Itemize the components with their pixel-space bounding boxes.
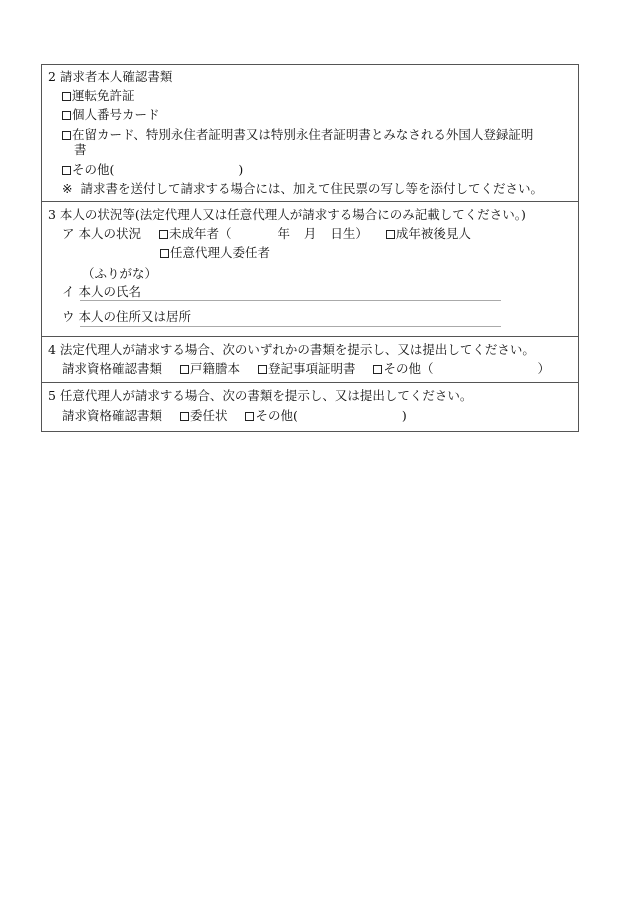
voluntary-rep-other-open: その他( (255, 408, 298, 423)
my-number-card-label: 個人番号カード (72, 107, 160, 122)
voluntary-rep-documents-row (62, 408, 407, 424)
section-3-title: 3 本人の状況等(法定代理人又は任意代理人が請求する場合にのみ記載してください。) (48, 207, 526, 222)
section-2-note (62, 181, 543, 197)
section-2-title: 2 請求者本人確認書類 (48, 69, 173, 84)
family-register-checkbox[interactable] (180, 365, 189, 374)
principal-status-label: ア 本人の状況 (62, 226, 141, 241)
principal-status-row (62, 226, 471, 242)
minor-label: 未成年者（ (168, 226, 232, 241)
principal-address-label: ウ 本人の住所又は居所 (62, 309, 191, 324)
option-residence-card[interactable] (62, 127, 533, 143)
residence-card-label-wrap: 書 (74, 142, 87, 157)
legal-rep-documents-row (62, 361, 550, 377)
option-drivers-license[interactable] (62, 88, 135, 104)
legal-rep-other-open: その他（ (383, 361, 434, 376)
birth-year-label: 年 (277, 226, 290, 241)
furigana-label: （ふりがな） (82, 266, 158, 281)
proxy-principal-label: 任意代理人委任者 (170, 245, 271, 260)
power-of-attorney-checkbox[interactable] (180, 412, 189, 421)
proxy-principal-checkbox[interactable] (160, 249, 169, 258)
voluntary-rep-other-checkbox[interactable] (245, 412, 254, 421)
note-text: 請求書を送付して請求する場合には、加えて住民票の写し等を添付してください。 (80, 181, 543, 196)
registry-certificate-checkbox[interactable] (258, 365, 267, 374)
section-4-legal-representative (42, 337, 578, 383)
principal-name-field[interactable] (80, 300, 501, 301)
birth-day-label: 日生） (330, 226, 368, 241)
power-of-attorney-label: 委任状 (189, 408, 228, 423)
residence-card-checkbox[interactable] (62, 131, 71, 140)
legal-rep-documents-label: 請求資格確認書類 (62, 361, 163, 376)
section-2-identity-documents (42, 65, 578, 202)
legal-rep-other-checkbox[interactable] (373, 365, 382, 374)
adult-ward-checkbox[interactable] (386, 230, 395, 239)
principal-address-field[interactable] (80, 326, 501, 327)
birth-month-label: 月 (303, 226, 317, 241)
section-4-title: 4 法定代理人が請求する場合、次のいずれかの書類を提示し、又は提出してください。 (48, 342, 535, 357)
residence-card-label: 在留カード、特別永住者証明書又は特別永住者証明書とみなされる外国人登録証明 (72, 127, 534, 142)
other-identity-close: ) (238, 162, 244, 177)
section-3-principal-status (42, 202, 578, 337)
other-identity-open: その他( (72, 162, 115, 177)
adult-ward-label: 成年被後見人 (395, 226, 471, 241)
my-number-card-checkbox[interactable] (62, 111, 71, 120)
section-5-voluntary-representative (42, 383, 578, 431)
option-my-number-card[interactable] (62, 107, 160, 123)
registry-certificate-label: 登記事項証明書 (267, 361, 356, 376)
option-proxy-principal[interactable] (160, 245, 270, 261)
note-mark: ※ (62, 181, 73, 196)
section-5-title: 5 任意代理人が請求する場合、次の書類を提示し、又は提出してください。 (48, 388, 473, 403)
other-identity-checkbox[interactable] (62, 166, 71, 175)
voluntary-rep-other-close: ) (401, 408, 407, 423)
family-register-label: 戸籍謄本 (189, 361, 240, 376)
disclosure-request-form (41, 64, 579, 432)
drivers-license-label: 運転免許証 (72, 88, 135, 103)
minor-checkbox[interactable] (159, 230, 168, 239)
voluntary-rep-documents-label: 請求資格確認書類 (62, 408, 163, 423)
principal-name-label: イ 本人の氏名 (62, 284, 141, 299)
legal-rep-other-close: ） (537, 361, 550, 376)
drivers-license-checkbox[interactable] (62, 92, 71, 101)
option-other-identity[interactable] (62, 162, 243, 178)
